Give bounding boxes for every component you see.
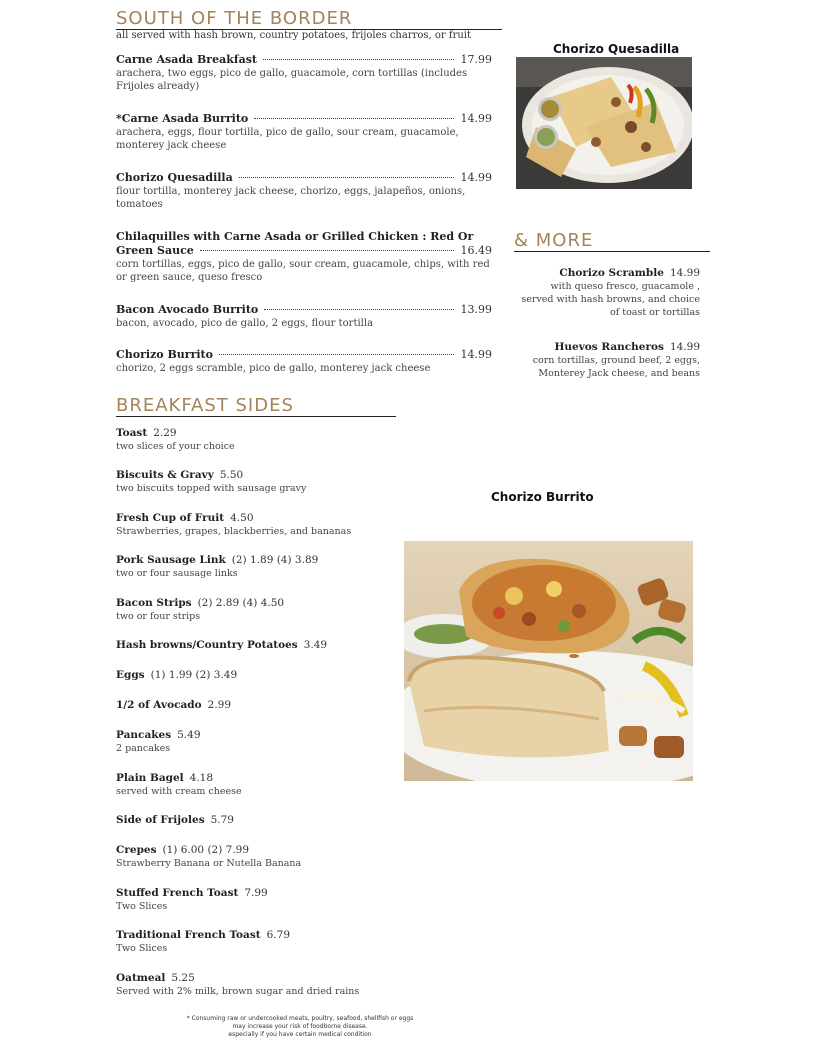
item-desc: two or four sausage links (116, 568, 238, 579)
item-desc: Two Slices (116, 901, 168, 912)
item-price: 2.99 (207, 699, 232, 711)
section-title-south: SOUTH OF THE BORDER (116, 9, 502, 30)
menu-item-chilaquiles (116, 230, 492, 284)
disclaimer (150, 1015, 450, 1039)
disclaimer-line1: * Consuming raw or undercooked meats, poultry, seafood, shellfish or eggs (186, 1015, 414, 1022)
side-item-stuffed-french-toast (116, 886, 416, 913)
side-item-pancakes (116, 728, 416, 755)
side-item-toast (116, 426, 416, 453)
item-name: Pancakes (116, 729, 172, 741)
side-item-traditional-french-toast (116, 928, 416, 955)
side-item-sausage (116, 553, 416, 580)
quesadilla-image (516, 57, 692, 189)
menu-item-carne-asada-burrito (116, 112, 492, 152)
item-price: 14.99 (669, 267, 700, 279)
item-desc: corn tortillas, eggs, pico de gallo, sour cream, guacamole, chips, with red or green sauce, queso fresco (116, 259, 490, 283)
item-price: 4.50 (230, 512, 254, 524)
side-item-avocado (116, 698, 416, 712)
item-name: Hash browns/Country Potatoes (116, 639, 298, 651)
item-name: *Carne Asada Burrito (116, 112, 249, 125)
leader-dots (263, 59, 454, 60)
leader-dots (200, 250, 454, 251)
item-price: 3.49 (303, 639, 328, 651)
item-price: 2.29 (153, 427, 177, 439)
leader-dots (219, 354, 454, 355)
item-price: 14.99 (460, 112, 492, 125)
item-desc: arachera, eggs, flour tortilla, pico de gallo, sour cream, guacamole, monterey jack cheese (116, 127, 459, 151)
item-name-line1: Chilaquilles with Carne Asada or Grilled Chicken : Red Or (116, 230, 474, 243)
burrito-photo (404, 541, 693, 781)
item-price: 5.49 (177, 729, 201, 741)
item-desc: arachera, two eggs, pico de gallo, guacamole, corn tortillas (includes Frijoles already) (116, 68, 468, 92)
item-name: Huevos Rancheros (554, 341, 664, 353)
item-desc: 2 pancakes (116, 743, 171, 754)
item-price: 14.99 (669, 341, 700, 353)
item-price: 14.99 (460, 171, 492, 184)
item-name: Traditional French Toast (116, 929, 261, 941)
menu-item-chorizo-burrito (116, 348, 492, 375)
menu-item-chorizo-quesadilla (116, 171, 492, 211)
item-name: Eggs (116, 669, 145, 681)
item-name: Stuffed French Toast (116, 887, 239, 899)
side-item-bacon (116, 596, 416, 623)
item-name: 1/2 of Avocado (116, 699, 202, 711)
side-item-oatmeal (116, 971, 416, 998)
item-desc: Two Slices (116, 943, 168, 954)
menu-item-chorizo-scramble (520, 266, 700, 319)
side-item-hash-browns (116, 638, 416, 652)
item-name: Chorizo Scramble (559, 267, 664, 279)
item-price: 14.99 (460, 348, 492, 361)
item-desc: two slices of your choice (116, 441, 235, 452)
item-name: Crepes (116, 844, 157, 856)
item-name: Carne Asada Breakfast (116, 53, 257, 66)
item-price: 5.25 (171, 972, 195, 984)
item-price: 17.99 (460, 53, 492, 66)
burrito-image (404, 541, 693, 781)
item-price: 16.49 (460, 244, 492, 257)
item-name: Chorizo Quesadilla (116, 171, 233, 184)
item-desc: two or four strips (116, 611, 201, 622)
item-desc: bacon, avocado, pico de gallo, 2 eggs, flour tortilla (116, 318, 374, 329)
leader-dots (254, 118, 454, 119)
item-name: Fresh Cup of Fruit (116, 512, 225, 524)
side-item-frijoles (116, 813, 416, 827)
item-price: (1) 1.99 (2) 3.49 (150, 669, 238, 681)
item-desc: chorizo, 2 eggs scramble, pico de gallo, monterey jack cheese (116, 363, 431, 374)
menu-item-huevos-rancheros (520, 340, 700, 380)
item-name: Green Sauce (116, 244, 194, 257)
leader-dots (239, 177, 454, 178)
item-name: Oatmeal (116, 972, 166, 984)
item-name: Side of Frijoles (116, 814, 205, 826)
item-price: 7.99 (244, 887, 268, 899)
menu-item-carne-asada-breakfast (116, 53, 492, 93)
item-price: (1) 6.00 (2) 7.99 (162, 844, 250, 856)
section-title-more: & MORE (514, 231, 710, 252)
disclaimer-line2: may increase your risk of foodborne disease. (232, 1023, 368, 1030)
item-name: Toast (116, 427, 148, 439)
item-name: Bacon Avocado Burrito (116, 303, 259, 316)
section-subtitle-south: all served with hash brown, country potatoes, frijoles charros, or fruit (116, 30, 472, 41)
item-desc: served with cream cheese (116, 786, 242, 797)
item-price: 5.79 (210, 814, 234, 826)
disclaimer-line3: especially if you have certain medical condition (228, 1031, 372, 1038)
item-price: (2) 1.89 (4) 3.89 (231, 554, 319, 566)
side-item-bagel (116, 771, 416, 798)
item-name: Plain Bagel (116, 772, 184, 784)
item-name: Biscuits & Gravy (116, 469, 214, 481)
item-price: 6.79 (266, 929, 291, 941)
item-name: Pork Sausage Link (116, 554, 226, 566)
item-price: 4.18 (189, 772, 214, 784)
item-price: 13.99 (460, 303, 492, 316)
item-name: Chorizo Burrito (116, 348, 213, 361)
item-desc: Strawberry Banana or Nutella Banana (116, 858, 302, 869)
side-item-eggs (116, 668, 416, 682)
side-item-fruit (116, 511, 416, 538)
item-price: (2) 2.89 (4) 4.50 (197, 597, 285, 609)
photo-label-burrito: Chorizo Burrito (491, 490, 594, 504)
side-item-crepes (116, 843, 416, 870)
item-desc: corn tortillas, ground beef, 2 eggs, Monterey Jack cheese, and beans (532, 355, 700, 379)
item-desc: with queso fresco, guacamole , served with hash browns, and choice of toast or tortillas (521, 281, 700, 318)
side-item-biscuits-gravy (116, 468, 416, 495)
item-desc: flour tortilla, monterey jack cheese, chorizo, eggs, jalapeños, onions, tomatoes (116, 186, 466, 210)
item-desc: two biscuits topped with sausage gravy (116, 483, 307, 494)
quesadilla-photo (516, 57, 692, 189)
item-price: 5.50 (219, 469, 244, 481)
menu-item-bacon-avocado-burrito (116, 303, 492, 330)
item-desc: Served with 2% milk, brown sugar and dried rains (116, 986, 360, 997)
section-title-sides: BREAKFAST SIDES (116, 396, 396, 417)
item-name: Bacon Strips (116, 597, 192, 609)
leader-dots (264, 309, 454, 310)
photo-label-quesadilla: Chorizo Quesadilla (553, 42, 680, 56)
item-desc: Strawberries, grapes, blackberries, and bananas (116, 526, 352, 537)
